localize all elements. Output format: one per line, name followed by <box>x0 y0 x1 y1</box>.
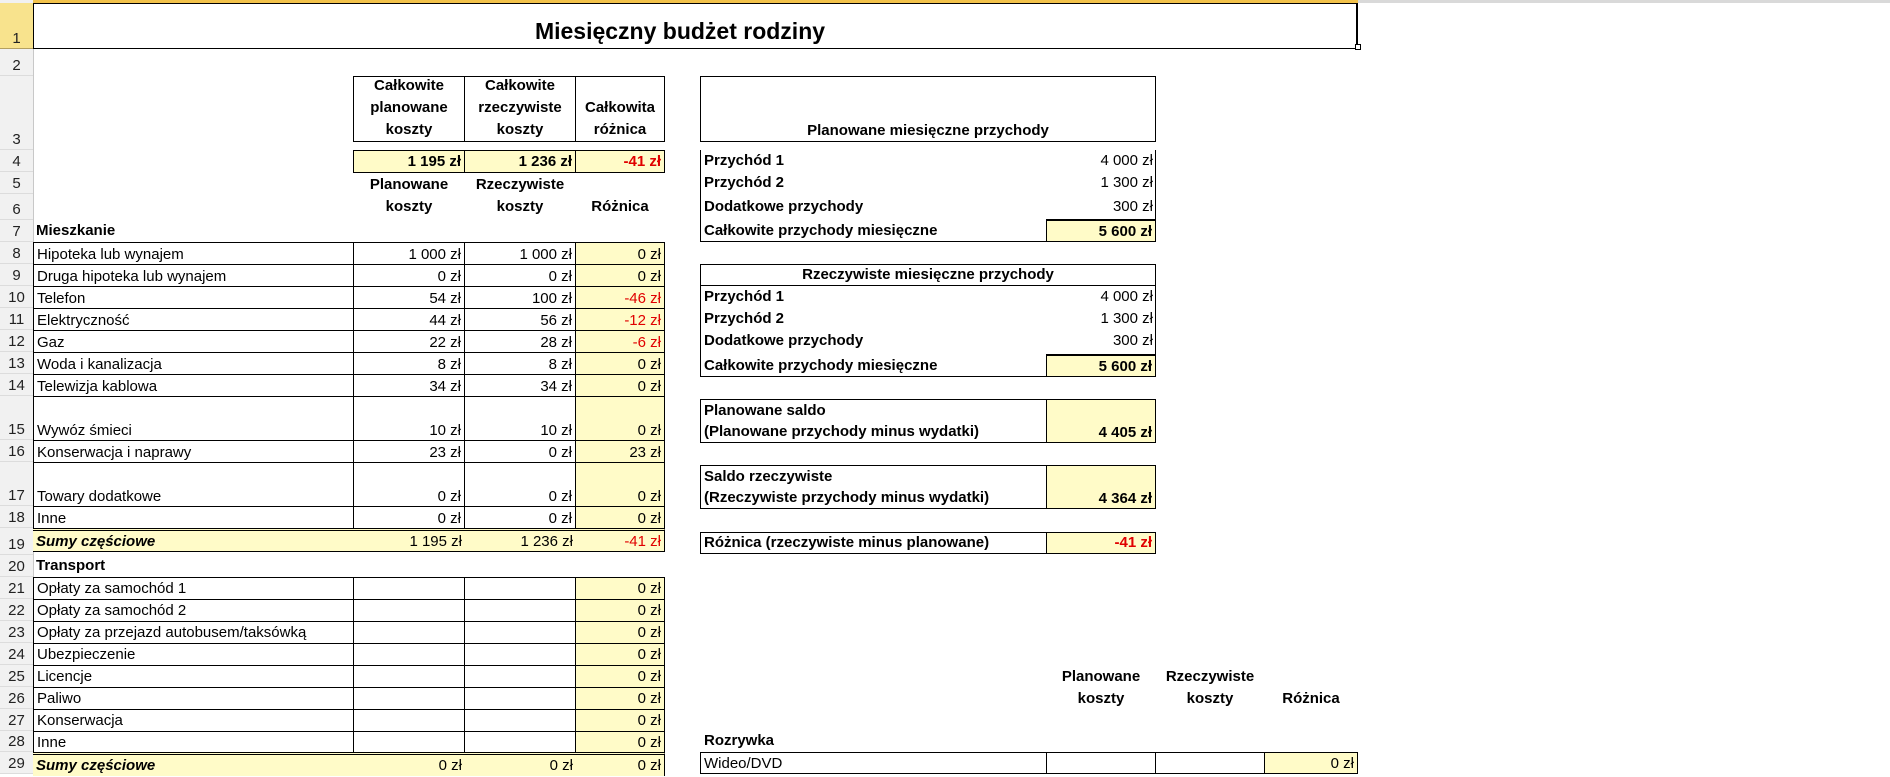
row-header-12[interactable]: 12 <box>0 330 33 352</box>
row-header-15[interactable]: 15 <box>0 396 33 440</box>
row-header-4[interactable]: 4 <box>0 150 33 172</box>
transport-row-diff[interactable]: 0 zł <box>575 599 665 622</box>
planned_income-row-label[interactable]: Przychód 2 <box>704 174 785 191</box>
transport-row-label[interactable]: Opłaty za przejazd autobusem/taksówką <box>33 621 354 644</box>
row-header-5[interactable]: 5 <box>0 172 33 194</box>
row-header-22[interactable]: 22 <box>0 599 33 621</box>
actual-income-total-value[interactable]: 5 600 zł <box>1046 354 1156 377</box>
total-planned-header[interactable]: Całkowite planowane koszty <box>353 76 465 142</box>
housing-row-planned[interactable]: 54 zł <box>353 286 465 309</box>
planned_income-row-label[interactable]: Dodatkowe przychody <box>704 198 864 215</box>
housing-row-actual[interactable]: 0 zł <box>464 506 576 529</box>
housing-row-planned[interactable]: 44 zł <box>353 308 465 331</box>
row-header-27[interactable]: 27 <box>0 709 33 731</box>
row-header-14[interactable]: 14 <box>0 374 33 396</box>
housing-row-actual[interactable]: 10 zł <box>464 396 576 441</box>
total-actual-value[interactable]: 1 236 zł <box>464 150 576 173</box>
housing-row-diff[interactable]: 23 zł <box>575 440 665 463</box>
planned_income-row-value[interactable]: 4 000 zł <box>1100 152 1153 169</box>
planned-income-header: Planowane miesięczne przychody <box>807 122 1049 139</box>
transport-row-planned[interactable] <box>353 599 465 622</box>
balance-diff-label[interactable]: Różnica (rzeczywiste minus planowane) <box>700 532 1047 554</box>
housing-row-actual[interactable]: 56 zł <box>464 308 576 331</box>
transport-row-label[interactable]: Ubezpieczenie <box>33 643 354 666</box>
transport-subtotal-diff[interactable]: 0 zł <box>575 752 665 776</box>
housing-row-diff[interactable]: -6 zł <box>575 330 665 353</box>
ent-col-header-planned: Planowane koszty <box>1061 668 1141 707</box>
housing-row-diff[interactable]: 0 zł <box>575 264 665 287</box>
actual-income-header[interactable]: Rzeczywiste miesięczne przychody <box>700 264 1156 286</box>
row-header-2[interactable]: 2 <box>0 49 33 76</box>
row-header-23[interactable]: 23 <box>0 621 33 643</box>
row-header-18[interactable]: 18 <box>0 506 33 528</box>
actual_income-row-label[interactable]: Przychód 2 <box>704 310 785 327</box>
housing-row-diff[interactable]: -12 zł <box>575 308 665 331</box>
transport-row-label[interactable]: Paliwo <box>33 687 354 710</box>
housing-subtotal-planned[interactable]: 1 195 zł <box>353 528 465 552</box>
row-header-7[interactable]: 7 <box>0 220 33 242</box>
transport-row-actual[interactable] <box>464 687 576 710</box>
total-actual-header[interactable]: Całkowite rzeczywiste koszty <box>464 76 576 142</box>
row-header-1[interactable]: 1 <box>0 3 33 49</box>
housing-subtotal-actual[interactable]: 1 236 zł <box>464 528 576 552</box>
ent-col-header-actual: Rzeczywiste koszty <box>1165 668 1255 707</box>
transport-row-planned[interactable] <box>353 577 465 600</box>
housing-row-actual[interactable]: 100 zł <box>464 286 576 309</box>
housing-row-actual[interactable]: 0 zł <box>464 264 576 287</box>
housing-row-planned[interactable]: 10 zł <box>353 396 465 441</box>
housing-row-label[interactable]: Elektryczność <box>33 308 354 331</box>
row-header-9[interactable]: 9 <box>0 264 33 286</box>
housing-row-planned[interactable]: 0 zł <box>353 264 465 287</box>
transport-row-label[interactable]: Licencje <box>33 665 354 688</box>
row-header-26[interactable]: 26 <box>0 687 33 709</box>
transport-subtotal-label[interactable]: Sumy częściowe <box>33 752 354 776</box>
sheet-title-cell[interactable] <box>33 3 1358 49</box>
housing-row-diff[interactable]: 0 zł <box>575 506 665 529</box>
transport-row-actual[interactable] <box>464 731 576 753</box>
housing-row-actual[interactable]: 28 zł <box>464 330 576 353</box>
col-header-diff: Różnica <box>591 198 649 215</box>
transport-row-label[interactable]: Opłaty za samochód 2 <box>33 599 354 622</box>
planned-balance-sublabel: (Planowane przychody minus wydatki) <box>704 423 980 440</box>
ent-row-label[interactable]: Wideo/DVD <box>700 752 1047 774</box>
housing-row-planned[interactable]: 0 zł <box>353 462 465 507</box>
transport-header[interactable]: Transport <box>36 557 106 574</box>
transport-subtotal-planned[interactable]: 0 zł <box>353 752 465 776</box>
housing-row-label[interactable]: Konserwacja i naprawy <box>33 440 354 463</box>
actual-balance-sublabel: (Rzeczywiste przychody minus wydatki) <box>704 489 990 506</box>
actual_income-row-value[interactable]: 300 zł <box>1112 332 1153 349</box>
housing-row-actual[interactable]: 0 zł <box>464 440 576 463</box>
housing-row-label[interactable]: Hipoteka lub wynajem <box>33 242 354 265</box>
housing-row-label[interactable]: Inne <box>33 506 354 529</box>
housing-row-diff[interactable]: 0 zł <box>575 352 665 375</box>
transport-row-diff[interactable]: 0 zł <box>575 731 665 753</box>
transport-row-actual[interactable] <box>464 577 576 600</box>
row-header-17[interactable]: 17 <box>0 462 33 506</box>
transport-row-diff[interactable]: 0 zł <box>575 621 665 644</box>
housing-row-actual[interactable]: 8 zł <box>464 352 576 375</box>
housing-row-label[interactable]: Druga hipoteka lub wynajem <box>33 264 354 287</box>
housing-row-planned[interactable]: 8 zł <box>353 352 465 375</box>
row-header-6[interactable]: 6 <box>0 194 33 220</box>
actual-balance-label: Saldo rzeczywiste <box>704 468 833 485</box>
fill-handle[interactable] <box>1355 44 1361 50</box>
housing-row-diff[interactable]: 0 zł <box>575 396 665 441</box>
housing-row-label[interactable]: Woda i kanalizacja <box>33 352 354 375</box>
balance-diff-value[interactable]: -41 zł <box>1046 532 1156 554</box>
transport-row-planned[interactable] <box>353 687 465 710</box>
sheet-title: Miesięczny budżet rodziny <box>534 18 826 44</box>
housing-row-diff[interactable]: 0 zł <box>575 374 665 397</box>
housing-row-label[interactable]: Wywóz śmieci <box>33 396 354 441</box>
housing-row-actual[interactable]: 0 zł <box>464 462 576 507</box>
transport-row-label[interactable]: Opłaty za samochód 1 <box>33 577 354 600</box>
transport-row-diff[interactable]: 0 zł <box>575 687 665 710</box>
row-header-24[interactable]: 24 <box>0 643 33 665</box>
row-header-11[interactable]: 11 <box>0 308 33 330</box>
transport-row-actual[interactable] <box>464 643 576 666</box>
transport-row-label[interactable]: Konserwacja <box>33 709 354 732</box>
housing-row-planned[interactable]: 34 zł <box>353 374 465 397</box>
transport-row-actual[interactable] <box>464 709 576 732</box>
housing-row-label[interactable]: Gaz <box>33 330 354 353</box>
housing-row-actual[interactable]: 1 000 zł <box>464 242 576 265</box>
actual-income-total-label[interactable]: Całkowite przychody miesięczne <box>704 357 938 374</box>
row-header-25[interactable]: 25 <box>0 665 33 687</box>
transport-row-diff[interactable]: 0 zł <box>575 577 665 600</box>
transport-row-actual[interactable] <box>464 599 576 622</box>
housing-row-planned[interactable]: 1 000 zł <box>353 242 465 265</box>
row-header-10[interactable]: 10 <box>0 286 33 308</box>
planned-income-total-value[interactable]: 5 600 zł <box>1046 219 1156 242</box>
actual-balance-value[interactable]: 4 364 zł <box>1046 465 1156 509</box>
row-header-28[interactable]: 28 <box>0 731 33 752</box>
entertainment-header[interactable]: Rozrywka <box>704 732 775 749</box>
actual_income-row-value[interactable]: 4 000 zł <box>1100 288 1153 305</box>
housing-row-planned[interactable]: 23 zł <box>353 440 465 463</box>
col-header-actual: Rzeczywiste koszty <box>475 176 565 215</box>
transport-row-planned[interactable] <box>353 621 465 644</box>
actual_income-row-label[interactable]: Dodatkowe przychody <box>704 332 864 349</box>
row-header-20[interactable]: 20 <box>0 555 33 577</box>
total-planned-value[interactable]: 1 195 zł <box>353 150 465 173</box>
transport-row-label[interactable]: Inne <box>33 731 354 753</box>
transport-row-planned[interactable] <box>353 643 465 666</box>
housing-row-diff[interactable]: -46 zł <box>575 286 665 309</box>
transport-row-diff[interactable]: 0 zł <box>575 643 665 666</box>
transport-row-actual[interactable] <box>464 665 576 688</box>
row-header-13[interactable]: 13 <box>0 352 33 374</box>
total-diff-value[interactable]: -41 zł <box>575 150 665 173</box>
transport-row-planned[interactable] <box>353 665 465 688</box>
housing-row-label[interactable]: Telewizja kablowa <box>33 374 354 397</box>
row-header-19[interactable]: 19 <box>0 528 33 555</box>
transport-row-diff[interactable]: 0 zł <box>575 665 665 688</box>
row-header-16[interactable]: 16 <box>0 440 33 462</box>
transport-row-diff[interactable]: 0 zł <box>575 709 665 732</box>
housing-row-actual[interactable]: 34 zł <box>464 374 576 397</box>
housing-row-planned[interactable]: 0 zł <box>353 506 465 529</box>
housing-header[interactable]: Mieszkanie <box>36 222 116 239</box>
transport-row-planned[interactable] <box>353 709 465 732</box>
transport-row-actual[interactable] <box>464 621 576 644</box>
total-diff-header[interactable]: Całkowita różnica <box>575 76 665 142</box>
row-header-8[interactable]: 8 <box>0 242 33 264</box>
col-header-planned: Planowane koszty <box>369 176 449 215</box>
row-header-21[interactable]: 21 <box>0 577 33 599</box>
planned_income-row-value[interactable]: 1 300 zł <box>1100 174 1153 191</box>
planned-balance-label: Planowane saldo <box>704 402 826 419</box>
ent-row-actual[interactable] <box>1155 752 1265 774</box>
housing-subtotal-label[interactable]: Sumy częściowe <box>33 528 354 552</box>
housing-subtotal-diff[interactable]: -41 zł <box>575 528 665 552</box>
actual_income-row-label[interactable]: Przychód 1 <box>704 288 785 305</box>
housing-row-label[interactable]: Towary dodatkowe <box>33 462 354 507</box>
ent-row-diff[interactable]: 0 zł <box>1264 752 1358 774</box>
ent-col-header-diff: Różnica <box>1282 690 1340 707</box>
planned_income-row-label[interactable]: Przychód 1 <box>704 152 785 169</box>
planned-income-total-label[interactable]: Całkowite przychody miesięczne <box>704 222 938 239</box>
ent-row-planned[interactable] <box>1046 752 1156 774</box>
actual_income-row-value[interactable]: 1 300 zł <box>1100 310 1153 327</box>
housing-row-planned[interactable]: 22 zł <box>353 330 465 353</box>
housing-row-label[interactable]: Telefon <box>33 286 354 309</box>
planned-balance-value[interactable]: 4 405 zł <box>1046 399 1156 443</box>
housing-row-diff[interactable]: 0 zł <box>575 242 665 265</box>
transport-row-planned[interactable] <box>353 731 465 753</box>
housing-row-diff[interactable]: 0 zł <box>575 462 665 507</box>
transport-subtotal-actual[interactable]: 0 zł <box>464 752 576 776</box>
row-header-29[interactable]: 29 <box>0 752 33 774</box>
planned_income-row-value[interactable]: 300 zł <box>1112 198 1153 215</box>
row-header-3[interactable]: 3 <box>0 76 33 150</box>
